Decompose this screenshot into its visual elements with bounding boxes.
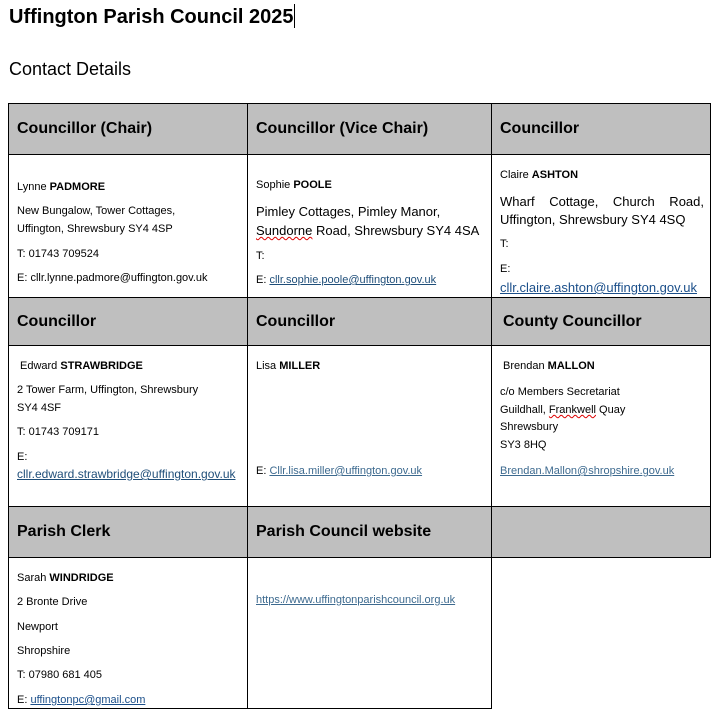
header-empty xyxy=(491,506,711,558)
email-link[interactable]: cllr.edward.strawbridge@uffington.gov.uk xyxy=(17,467,236,481)
header-councillor xyxy=(247,297,492,346)
address-line: Shropshire xyxy=(17,645,71,657)
header-label: Councillor (Chair) xyxy=(17,120,153,137)
header-councillor-vice-chair xyxy=(247,103,492,155)
phone-number: T: 07980 681 405 xyxy=(17,669,103,681)
contact-name: Brendan MALLON xyxy=(503,360,595,372)
cell-windridge xyxy=(8,557,248,709)
address-line: Guildhall, Frankwell Quay xyxy=(500,404,626,416)
header-parish-clerk xyxy=(8,506,248,558)
contact-name: Lisa MILLER xyxy=(256,360,321,372)
spellcheck-word[interactable]: Frankwell xyxy=(548,404,596,416)
address-line: SY3 8HQ xyxy=(500,439,547,451)
contact-name: Edward STRAWBRIDGE xyxy=(20,360,143,372)
header-label: Councillor xyxy=(256,312,336,330)
phone-number: T: 01743 709171 xyxy=(17,426,99,438)
website-link[interactable]: https://www.uffingtonparishcouncil.org.uk xyxy=(256,594,456,606)
contact-name: Sophie POOLE xyxy=(256,179,332,191)
address-line: Newport xyxy=(17,621,58,633)
address-line: Uffington, Shrewsbury SY4 4SQ xyxy=(500,212,686,227)
header-county-councillor xyxy=(491,297,711,346)
cell-padmore xyxy=(8,154,248,298)
email-line: E: cllr.sophie.poole@uffington.gov.uk xyxy=(256,274,437,286)
header-parish-council-website xyxy=(247,506,492,558)
phone-number: T: xyxy=(256,250,265,262)
address-line: Sundorne Road, Shrewsbury SY4 4SA xyxy=(256,223,480,238)
header-councillor xyxy=(491,103,711,155)
address-line: New Bungalow, Tower Cottages, xyxy=(17,205,176,217)
section-heading: Contact Details xyxy=(9,59,132,79)
address-line: Wharf Cottage, Church Road, xyxy=(500,194,704,209)
email-line: E: Cllr.lisa.miller@uffington.gov.uk xyxy=(256,465,423,477)
email-label: E: xyxy=(17,451,28,463)
email-link[interactable]: Brendan.Mallon@shropshire.gov.uk xyxy=(500,465,675,477)
text-cursor xyxy=(294,4,295,28)
cell-website xyxy=(247,557,492,709)
header-label: Councillor (Vice Chair) xyxy=(256,120,429,137)
address-line: Uffington, Shrewsbury SY4 4SP xyxy=(17,223,173,235)
contact-name: Lynne PADMORE xyxy=(17,181,106,193)
address-line: SY4 4SF xyxy=(17,402,62,414)
cell-miller xyxy=(247,345,492,507)
email-link[interactable]: cllr.claire.ashton@uffington.gov.uk xyxy=(500,280,697,295)
email-line: E: uffingtonpc@gmail.com xyxy=(17,694,146,706)
cell-ashton xyxy=(491,154,711,298)
phone-number: T: xyxy=(500,238,509,250)
address-line: Pimley Cottages, Pimley Manor, xyxy=(256,204,441,219)
email-link[interactable]: Cllr.lisa.miller@uffington.gov.uk xyxy=(269,465,423,477)
spellcheck-word[interactable]: Sundorne xyxy=(256,223,313,238)
email-text: E: cllr.lynne.padmore@uffington.gov.uk xyxy=(17,272,208,284)
email-label: E: xyxy=(500,263,511,275)
address-line: c/o Members Secretariat xyxy=(500,386,620,398)
header-councillor xyxy=(8,297,248,346)
header-label: Councillor xyxy=(500,120,580,137)
header-label: Parish Clerk xyxy=(17,523,111,540)
header-label: County Councillor xyxy=(503,312,642,330)
email-link[interactable]: uffingtonpc@gmail.com xyxy=(30,694,146,706)
contact-name: Claire ASHTON xyxy=(500,169,579,181)
contact-name: Sarah WINDRIDGE xyxy=(17,572,114,584)
address-line: 2 Bronte Drive xyxy=(17,596,88,608)
phone-number: T: 01743 709524 xyxy=(17,248,99,260)
address-line: 2 Tower Farm, Uffington, Shrewsbury xyxy=(17,384,199,396)
email-link[interactable]: cllr.sophie.poole@uffington.gov.uk xyxy=(269,274,437,286)
cell-poole xyxy=(247,154,492,298)
address-line: Shrewsbury xyxy=(500,421,559,433)
header-councillor-chair xyxy=(8,103,248,155)
document-title[interactable] xyxy=(9,4,295,29)
header-label: Councillor xyxy=(17,312,97,330)
cell-strawbridge xyxy=(8,345,248,507)
document-title-text: Uffington Parish Council 2025 xyxy=(9,6,294,28)
cell-mallon xyxy=(491,345,711,507)
header-label: Parish Council website xyxy=(256,523,432,540)
